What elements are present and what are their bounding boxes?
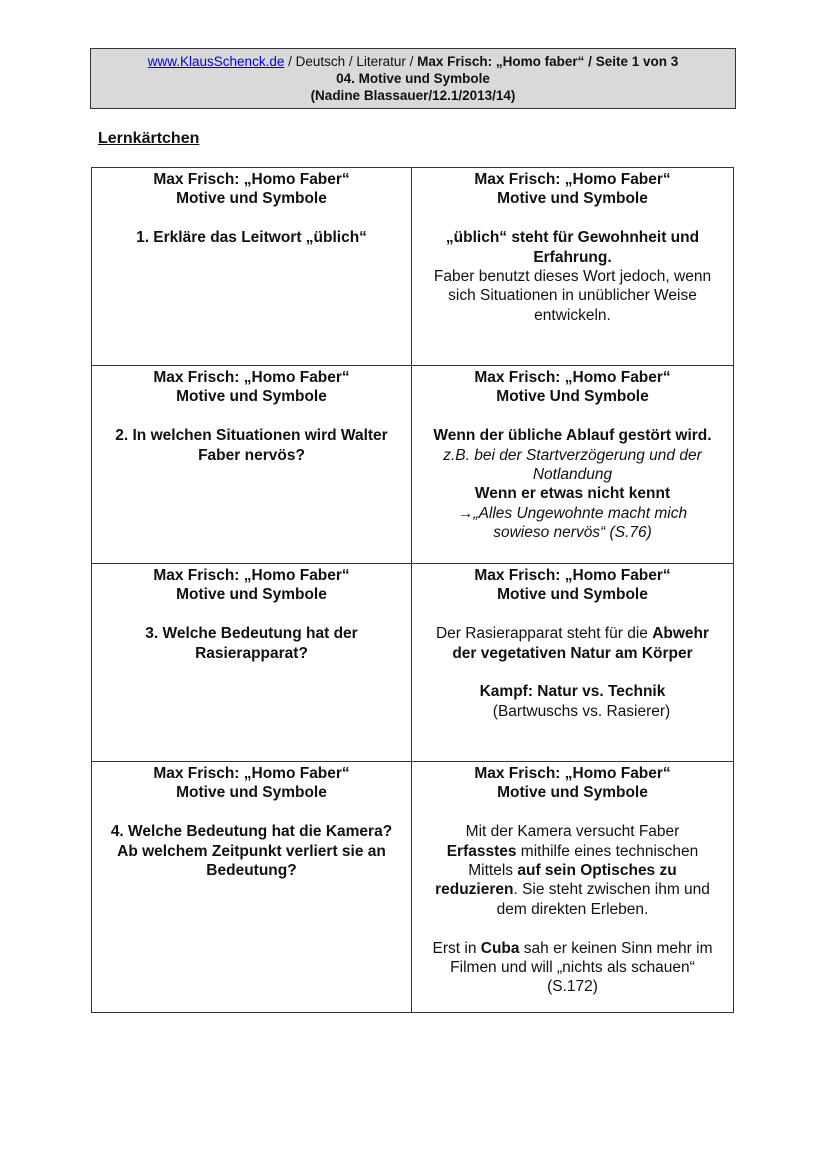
answer-line: Faber benutzt dieses Wort jedoch, wenn — [433, 268, 712, 286]
card-header-topic: Motive Und Symbole — [496, 388, 649, 406]
question-text: 2. In welchen Situationen wird Walter — [115, 427, 388, 445]
card-header-title: Max Frisch: „Homo Faber“ — [153, 369, 350, 386]
answer-line — [418, 624, 727, 643]
question-text: Bedeutung? — [206, 862, 297, 880]
answer-text: sah er keinen Sinn mehr im — [519, 939, 713, 957]
question-text: 1. Erkläre das Leitwort „üblich“ — [136, 229, 367, 247]
answer-line: „üblich“ steht für Gewohnheit und — [445, 229, 700, 247]
answer-line: dem direkten Erleben. — [496, 900, 649, 918]
question-card — [92, 564, 412, 762]
question-card — [92, 762, 412, 1013]
document-author: (Nadine Blassauer/12.1/2013/14) — [310, 88, 516, 103]
card-header-title: Max Frisch: „Homo Faber“ — [474, 765, 671, 782]
answer-line — [418, 880, 727, 899]
answer-line: →„Alles Ungewohnte macht mich — [457, 504, 688, 522]
question-card — [92, 168, 412, 366]
card-header-topic: Motive und Symbole — [497, 586, 648, 604]
header-line-1 — [91, 53, 735, 70]
answer-text: Mittels — [468, 862, 518, 880]
card-header-title: Max Frisch: „Homo Faber“ — [474, 567, 671, 584]
answer-card — [412, 762, 734, 1013]
answer-emphasis: reduzieren — [435, 881, 514, 899]
answer-line: der vegetativen Natur am Körper — [452, 644, 693, 662]
answer-card — [412, 564, 734, 762]
answer-line: (S.172) — [547, 978, 598, 996]
answer-line — [418, 861, 727, 880]
answer-card — [412, 366, 734, 564]
answer-line: Wenn er etwas nicht kennt — [474, 485, 671, 503]
answer-text: Der Rasierapparat steht für die — [435, 625, 653, 643]
answer-line: Erfahrung. — [533, 248, 612, 266]
document-subtitle: 04. Motive und Symbole — [336, 71, 490, 86]
answer-line: sowieso nervös“ (S.76) — [493, 524, 652, 542]
question-text: Ab welchem Zeitpunkt verliert sie an — [117, 842, 386, 860]
answer-line — [418, 939, 727, 958]
answer-card — [412, 168, 734, 366]
answer-line: sich Situationen in unüblicher Weise — [448, 287, 697, 305]
answer-line: (Bartwuschs vs. Rasierer) — [492, 702, 671, 720]
answer-line — [418, 842, 727, 861]
answer-text: . Sie steht zwischen ihm und — [513, 881, 710, 899]
answer-line: Mit der Kamera versucht Faber — [465, 823, 680, 841]
answer-emphasis: Abwehr — [652, 625, 710, 643]
card-header-title: Max Frisch: „Homo Faber“ — [153, 171, 350, 188]
card-header-topic: Motive und Symbole — [176, 784, 327, 802]
question-text: Rasierapparat? — [195, 644, 308, 662]
answer-emphasis: Cuba — [480, 939, 520, 957]
flashcard-row — [92, 564, 734, 762]
question-text: Faber nervös? — [198, 446, 305, 464]
page-header — [90, 48, 736, 109]
card-header-title: Max Frisch: „Homo Faber“ — [153, 567, 350, 584]
answer-line: Kampf: Natur vs. Technik — [479, 683, 666, 701]
flashcard-row — [92, 762, 734, 1013]
flashcard-row — [92, 168, 734, 366]
section-title: Lernkärtchen — [98, 130, 200, 147]
answer-line: z.B. bei der Startverzögerung und der — [443, 446, 702, 464]
card-header-topic: Motive und Symbole — [176, 388, 327, 406]
flashcard-row — [92, 366, 734, 564]
question-text: 3. Welche Bedeutung hat der — [145, 625, 358, 643]
card-header-topic: Motive und Symbole — [497, 190, 648, 208]
card-header-title: Max Frisch: „Homo Faber“ — [474, 369, 671, 386]
card-header-title: Max Frisch: „Homo Faber“ — [153, 765, 350, 782]
card-header-topic: Motive und Symbole — [176, 190, 327, 208]
breadcrumb: / Deutsch / Literatur / — [284, 54, 418, 69]
question-text: 4. Welche Bedeutung hat die Kamera? — [110, 823, 393, 841]
question-card — [92, 366, 412, 564]
answer-line: Wenn der übliche Ablauf gestört wird. — [433, 427, 712, 445]
answer-text: mithilfe eines technischen — [516, 842, 699, 860]
flashcard-table — [91, 167, 734, 1013]
answer-line: Notlandung — [532, 466, 613, 484]
site-link[interactable]: www.KlausSchenck.de — [147, 54, 285, 69]
card-header-topic: Motive und Symbole — [176, 586, 327, 604]
answer-emphasis: Erfasstes — [446, 842, 517, 860]
answer-line: entwickeln. — [534, 306, 611, 324]
card-header-title: Max Frisch: „Homo Faber“ — [474, 171, 671, 188]
answer-text: Erst in — [432, 939, 481, 957]
answer-line: Filmen und will „nichts als schauen“ — [450, 959, 695, 977]
document-title: Max Frisch: „Homo faber“ / Seite 1 von 3 — [417, 54, 679, 69]
card-header-topic: Motive und Symbole — [497, 784, 648, 802]
answer-emphasis: auf sein Optisches zu — [517, 862, 677, 880]
